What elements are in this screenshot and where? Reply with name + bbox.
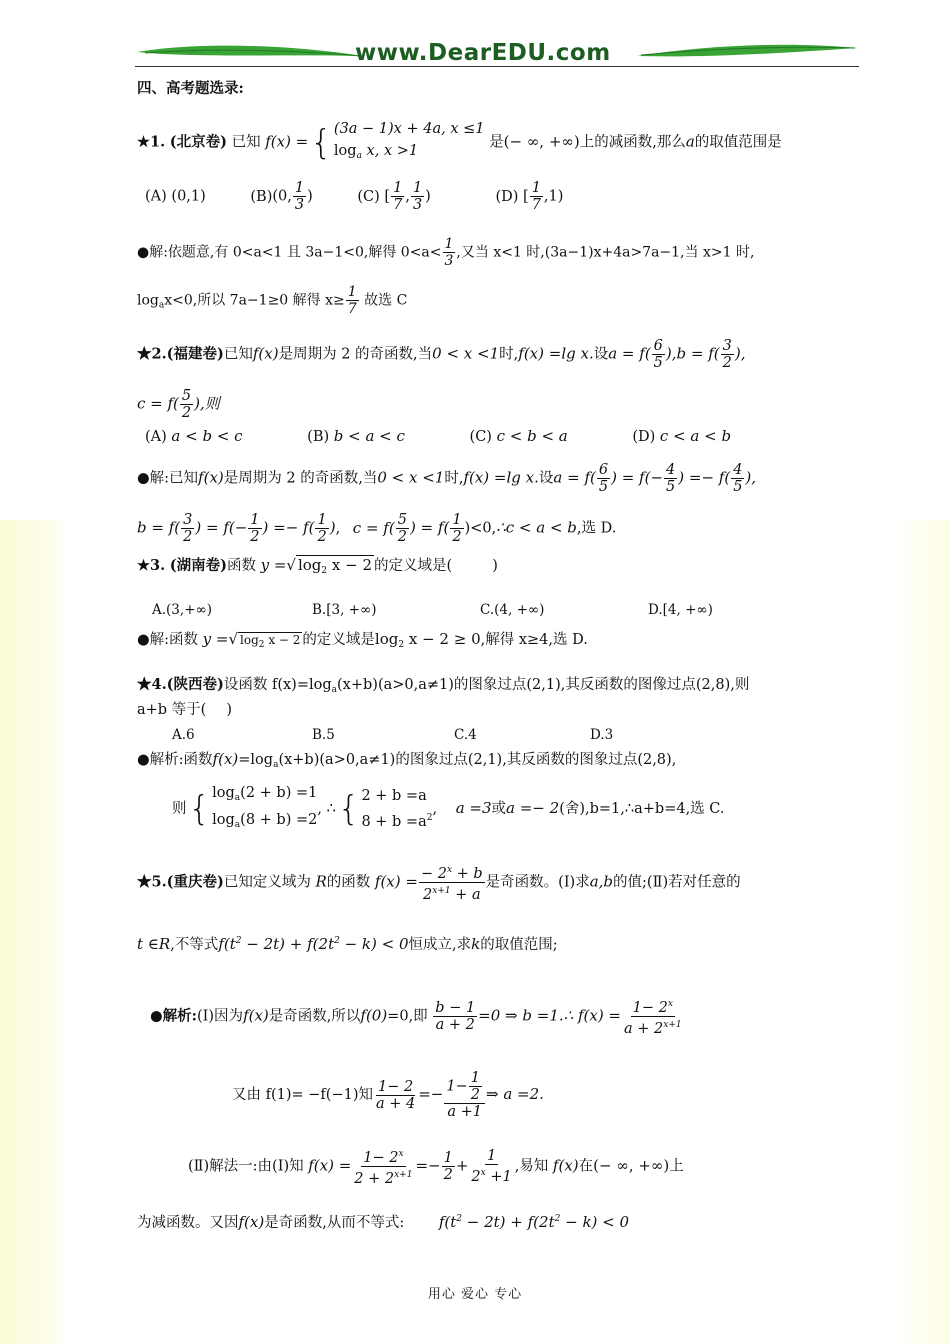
q4-solution-line1: ●解析:函数$f(x)=\log_a(x+b)(a>0,a\ne 1)$的图象过点(2,1),其反函数的图象过点(2,8),	[137, 750, 677, 770]
q2-options: (A) a < b < c (B) b < a < c (C) c < b < a (D) c < a < b	[145, 427, 732, 445]
q1-func: f(x) =	[265, 132, 309, 151]
q2-solution-line1: ●解:已知f(x)是周期为 2 的奇函数,当0 < x <1时,f(x) =lg x.设a = f( $\frac{6}{5}$ ) = f(− $\frac{4}{5}$ ) =− f( $\frac{4}{5}$ ),	[137, 462, 757, 495]
q5-solution-line4: 为减函数。又因f(x)是奇函数,从而不等式: $f(t^2 - 2t) + f(2t^2 - k) < 0$	[137, 1213, 630, 1231]
site-logo: www.DearEDU.com	[355, 40, 611, 66]
q3-solution: ●解:函数 y =√ $\log_2 x - 2$ 的定义域是$\log_2 x - 2 \ge 0$,解得 x≥4,选 D.	[137, 630, 588, 650]
q4-options: A.6 B.5 C.4 D.3	[172, 727, 614, 743]
q1-statement: ★1. (北京卷) 已知 f(x) ={ (3a − 1)x + 4a, x ≤1 $\log_a x$, x >1 是(− ∞, +∞)上的减函数,那么a的取值范围是	[137, 118, 782, 167]
header-leaf-left-icon	[135, 40, 365, 66]
header-leaf-right-icon	[635, 40, 860, 66]
q3-statement: ★3. (湖南卷)函数 y =√ $\log_2 x - 2$ 的定义域是( )	[137, 556, 498, 576]
q2-statement-c: c = f( $\frac{5}{2}$ ),则	[137, 388, 220, 421]
q1-label: ★1.	[137, 133, 166, 151]
q5-solution-line3: (Ⅱ)解法一:由(Ⅰ)知 f(x) = $\frac{1- 2^x}{2 + 2^{x+1}}$ =− $\frac{1}{2}$ + $\frac{1}{2^x +1}$ ,易知 f(x)在(− ∞, +∞)上	[188, 1148, 684, 1187]
q4-statement-2: a+b 等于( )	[137, 702, 233, 718]
q3-options: A.(3,+∞) B.[3, +∞) C.(4, +∞) D.[4, +∞)	[152, 602, 713, 618]
q5-solution-line1: ●解析:(Ⅰ)因为f(x)是奇函数,所以f(0)=0,即 $\frac{b - 1}{a + 2}$ =0 ⇒ b =1.∴ f(x) = $\frac{1- 2^x}{a + 2^{x+1}}$	[150, 996, 685, 1037]
q5-statement-2: t ∈R,不等式$f(t^2 - 2t) + f(2t^2 - k) < 0$恒成立,求k的取值范围;	[137, 935, 558, 953]
q3-radical: $\log_2 x - 2$	[297, 556, 373, 576]
right-margin-stripe	[890, 520, 950, 1344]
section-title: 四、高考题选录:	[137, 80, 244, 97]
page-footer: 用心 爱心 专心	[427, 1287, 523, 1302]
q5-statement: ★5.(重庆卷)已知定义域为 R的函数 f(x) = $\frac{- 2^x + b}{2^{x+1} + a}$ 是奇函数。(Ⅰ)求a,b的值;(Ⅱ)若对任意的	[137, 862, 741, 903]
q1-solution-line1: ●解:依题意,有 0<a<1 且 3a−1<0,解得 0<a< $\frac{1}{3}$ ,又当 x<1 时,(3a−1)x+4a>7a−1,当 x>1 时,	[137, 236, 755, 269]
q1-source: (北京卷)	[169, 133, 227, 151]
q2-statement: ★2.(福建卷)已知f(x)是周期为 2 的奇函数,当0 < x <1时,f(x) =lg x.设a = f( $\frac{6}{5}$ ),b = f( $\frac{3}{2}$ ),	[137, 338, 746, 371]
q1-solution-line2: $\log_ax<0$,所以 7a−1≥0 解得 x≥ $\frac{1}{7}$ 故选 C	[137, 284, 408, 317]
q4-solution-line2: 则{ $\log_a(2 + b) =1$ $\log_a(8 + b) =2$ , ∴{ 2 + b =a $8 + b =a^2$ , a =3或a =− 2(舍),b=1,∴a+b=4,选 C.	[172, 785, 725, 830]
q5-solution-line2: 又由 f(1)= −f(−1)知 $\frac{1- 2}{a + 4}$ =− 1− $\frac{1}{2}$ a +1 ⇒ a =2.	[232, 1070, 544, 1120]
q4-statement: ★4.(陕西卷)设函数 $f(x)=\log_a(x+b)(a>0,a\ne 1)$的图象过点(2,1),其反函数的图像过点(2,8),则	[137, 676, 750, 695]
q1-text: 已知	[231, 134, 261, 151]
q1-piecewise: (3a − 1)x + 4a, x ≤1 $\log_a x$, x >1	[333, 121, 485, 161]
q2-solution-line2: b = f( $\frac{3}{2}$ ) = f(− $\frac{1}{2}$ ) =− f( $\frac{1}{2}$ ), c = f( $\frac{5}{2}$ ) = f( $\frac{1}{2}$ )<0,∴c < a < b,选 D.	[137, 512, 617, 545]
header-rule	[135, 66, 859, 67]
left-margin-stripe	[0, 520, 72, 1344]
q1-options: (A) (0,1) (B)(0, $\frac{1}{3}$ ) (C) [ $\frac{1}{7}$ , $\frac{1}{3}$ ) (D) [ $\frac{1}{7}$ ,1)	[145, 180, 564, 213]
q1-brace: {	[310, 122, 332, 163]
